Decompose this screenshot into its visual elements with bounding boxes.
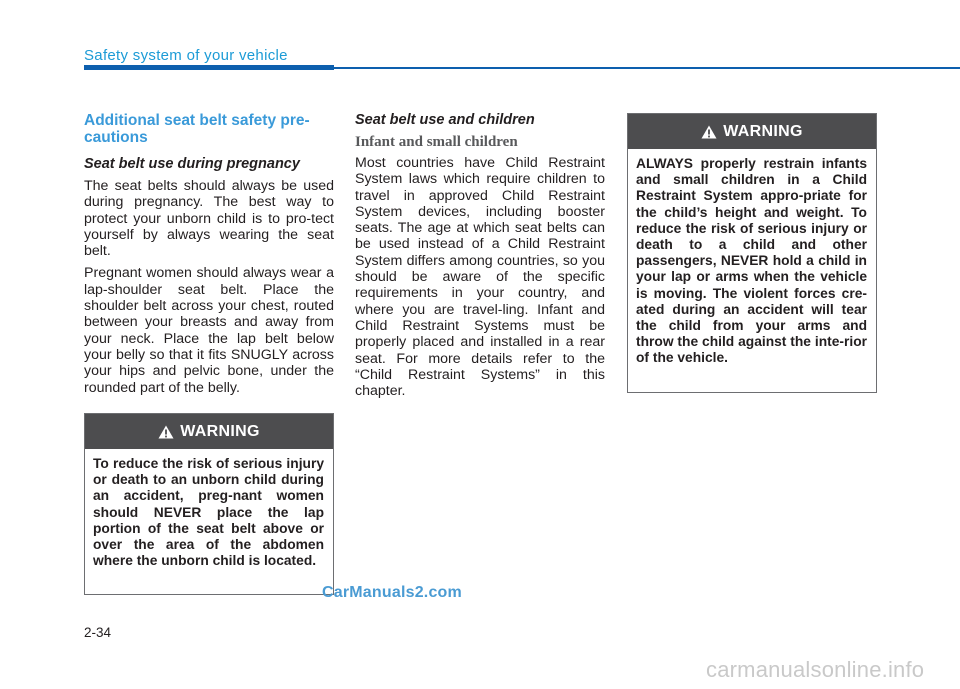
paragraph: The seat belts should always be used during pregnancy. The best way to protect your unborn child is to pro-tect yourself by always wearing the seat belt.	[84, 178, 334, 260]
subheading-children: Seat belt use and children	[355, 112, 535, 128]
warning-label: WARNING	[180, 422, 260, 440]
column-middle	[355, 112, 605, 405]
section-heading: Additional seat belt safety pre-cautions	[84, 112, 310, 146]
warning-header	[85, 414, 333, 449]
minor-heading-infants: Infant and small children	[355, 134, 518, 150]
warning-box-pregnancy	[84, 413, 334, 595]
header-rule	[334, 67, 960, 69]
warning-text: ALWAYS properly restrain infants and small children in a Child Restraint System appro-priate for the child’s height and weight. To reduce the risk of serious injury or death to a child and other passengers, NEVER hold a child in your lap or arms when the vehicle is moving. The violent forces cre-ated during an accident will tear the child from your arms and throw the child against the inte-rior of the vehicle.	[636, 156, 867, 366]
paragraph: Pregnant women should always wear a lap-shoulder seat belt. Place the shoulder belt across your chest, routed between your breasts and away from your neck. Place the lap belt below your belly so that it fits SNUGLY across your hips and pelvic bone, under the rounded part of the belly.	[84, 265, 334, 396]
warning-label: WARNING	[723, 122, 803, 140]
column-left	[84, 112, 334, 402]
warning-header	[628, 114, 876, 149]
warning-triangle-icon	[158, 425, 174, 439]
watermark-link[interactable]: CarManuals2.com	[322, 584, 462, 601]
warning-text: To reduce the risk of serious injury or death to an unborn child during an accident, preg-nant women should NEVER place the lap portion of the seat belt above or over the area of the abdomen where the unborn child is located.	[93, 456, 324, 569]
page-number: 2-34	[84, 625, 112, 640]
site-watermark: carmanualsonline.info	[706, 657, 925, 682]
warning-triangle-icon	[701, 125, 717, 139]
header-bar	[84, 65, 334, 70]
warning-box-children	[627, 113, 877, 393]
column-right	[627, 113, 877, 393]
section-title: Safety system of your vehicle	[84, 47, 288, 64]
subheading-pregnancy: Seat belt use during pregnancy	[84, 156, 300, 172]
paragraph: Most countries have Child Restraint System laws which require children to travel in approved Child Restraint System devices, including booster seats. The age at which seat belts can be used instead of a Child Restraint System differs among countries, so you should be aware of the specific requirements in your country, and where you are travel-ling. Infant and Child Restraint Systems must be properly placed and installed in a rear seat. For more details refer to the “Child Restraint Systems” in this chapter.	[355, 155, 605, 400]
